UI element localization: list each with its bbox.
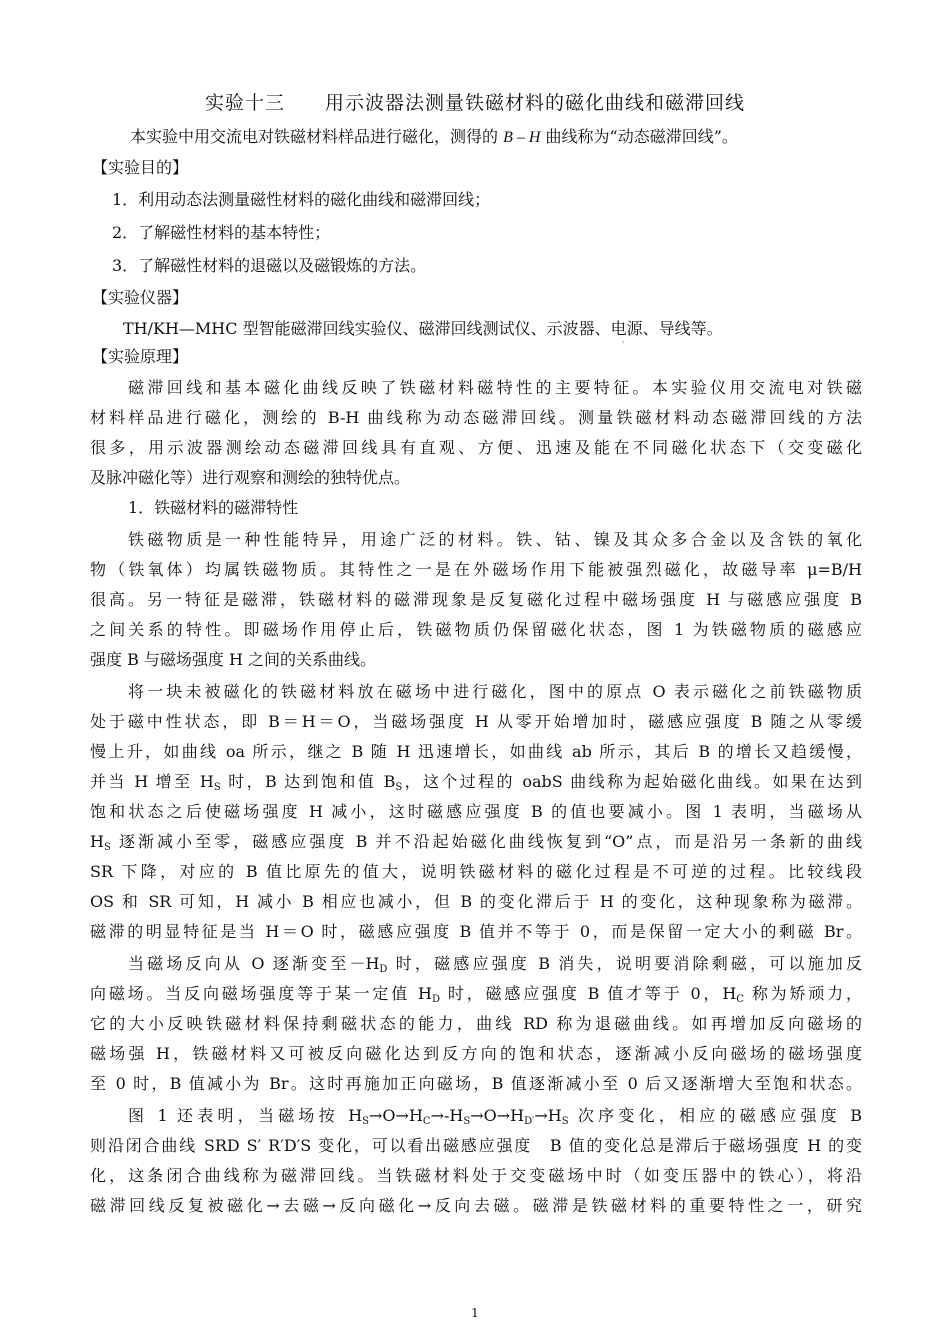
paragraph-line: 很高。另一特征是磁滞，铁磁材料的磁滞现象是反复磁化过程中磁场强度 H 与磁感应强度 B <box>90 590 862 609</box>
paragraph-line: 将一块未被磁化的铁磁材料放在磁场中进行磁化，图中的原点 O 表示磁化之前铁磁物质 <box>128 682 862 701</box>
principle-line: 及脉冲磁化等）进行观察和测绘的独特优点。 <box>90 468 411 487</box>
purpose-item: 2．了解磁性材料的基本特性； <box>112 223 331 242</box>
intro-line <box>130 124 863 151</box>
paragraph-line: OS 和 SR 可知，H 减小 B 相应也减小，但 B 的变化滞后于 H 的变化，这种现象称为磁滞。 <box>90 892 862 911</box>
section-heading-purpose: 【实验目的】 <box>92 158 189 177</box>
intro-text-post: 曲线称为“动态磁滞回线”。 <box>545 127 738 146</box>
section-heading-instruments: 【实验仪器】 <box>92 288 189 307</box>
instruments-text: TH/KH—MHC 型智能磁滞回线实验仪、磁滞回线测试仪、示波器、电源、导线等。 <box>123 319 723 338</box>
paragraph-line: $H_S$ 逐渐减小至零，磁感应强度 B 并不沿起始磁化曲线恢复到“O”点，而是沿另一条新的曲线 <box>90 832 862 853</box>
section-heading-principle: 【实验原理】 <box>92 347 189 366</box>
stray-mark: ' <box>622 340 625 349</box>
paragraph-line: 它的大小反映铁磁材料保持剩磁状态的能力，曲线 RD 称为退磁曲线。如再增加反向磁场的 <box>90 1014 862 1033</box>
paragraph-line: 处于磁中性状态，即 B＝H＝O，当磁场强度 H 从零开始增加时，磁感应强度 B 随之从零缓 <box>90 712 862 731</box>
page-title: 实验十三 用示波器法测量铁磁材料的磁化曲线和磁滞回线 <box>204 92 745 114</box>
subscript: S <box>362 1116 370 1127</box>
paragraph-line: 物（铁氧体）均属铁磁物质。其特性之一是在外磁场作用下能被强烈磁化，故磁导率 μ=B/H <box>90 560 862 579</box>
bh-formula: B – H <box>503 129 541 146</box>
purpose-item: 1．利用动态法测量磁性材料的磁化曲线和磁滞回线； <box>112 190 491 209</box>
subscript: S <box>561 1116 569 1127</box>
page-number: 1 <box>471 1306 479 1320</box>
principle-line: 材料样品进行磁化，测绘的 B-H 曲线称为动态磁滞回线。测量铁磁材料动态磁滞回线的方法 <box>90 408 862 427</box>
paragraph-line: 当磁场反向从 O 逐渐变至$-H_D$ 时，磁感应强度 B 消失，说明要消除剩磁，可以施加反 <box>128 954 862 975</box>
paragraph-line: 强度 B 与磁场强度 H 之间的关系曲线。 <box>90 650 377 669</box>
subscript: C <box>736 994 744 1005</box>
paragraph-line: 化，这条闭合曲线称为磁滞回线。当铁磁材料处于交变磁场中时（如变压器中的铁心），将沿 <box>90 1166 862 1185</box>
subsection-heading: 1．铁磁材料的磁滞特性 <box>128 498 299 517</box>
subscript: D′ <box>524 1116 535 1127</box>
principle-line: 很多，用示波器测绘动态磁滞回线具有直观、方便、迅速及能在不同磁化状态下（交变磁化 <box>90 438 862 457</box>
subscript: D <box>431 994 440 1005</box>
paragraph-line: 并当 H 增至 $H_S$ 时，B 达到饱和值 $B_S$，这个过程的 oabS 曲线称为起始磁化曲线。如果在达到 <box>90 772 862 793</box>
paragraph-line: 向磁场。当反向磁场强度等于某一定值 $H_D$ 时，磁感应强度 B 值才等于 0，$H_C$ 称为矫顽力， <box>90 984 862 1005</box>
subscript: S <box>463 1116 471 1127</box>
paragraph-line: 至 0 时，B 值减小为 Br。这时再施加正向磁场，B 值逐渐减小至 0 后又逐渐增大至饱和状态。 <box>90 1074 862 1093</box>
paragraph-line: 饱和状态之后使磁场强度 H 减小，这时磁感应强度 B 的值也要减小。图 1 表明，当磁场从 <box>90 802 862 821</box>
intro-text-pre: 本实验中用交流电对铁磁材料样品进行磁化，测得的 <box>130 127 499 146</box>
paragraph-line: 铁磁物质是一种性能特异，用途广泛的材料。铁、钴、镍及其众多合金以及含铁的氧化 <box>128 530 862 549</box>
paragraph-line: SR 下降，对应的 B 值比原先的值大，说明铁磁材料的磁化过程是不可逆的过程。比较线段 <box>90 862 862 881</box>
subscript: C <box>422 1116 431 1127</box>
paragraph-line: 之间关系的特性。即磁场作用停止后，铁磁物质仍保留磁化状态，图 1 为铁磁物质的磁感应 <box>90 620 862 639</box>
subscript: S <box>395 782 403 793</box>
principle-line: 磁滞回线和基本磁化曲线反映了铁磁材料磁特性的主要特征。本实验仪用交流电对铁磁 <box>128 378 862 397</box>
subscript: S <box>103 842 111 853</box>
purpose-item: 3．了解磁性材料的退磁以及磁锻炼的方法。 <box>112 256 427 275</box>
paragraph-line: 则沿闭合曲线 SRD S′ R′D′S 变化，可以看出磁感应强度 B 值的变化总是滞后于磁场强度 H 的变 <box>90 1136 862 1155</box>
paragraph-line: 磁滞的明显特征是当 H＝O 时，磁感应强度 B 值并不等于 0，而是保留一定大小的剩磁 Br。 <box>90 922 862 941</box>
subscript: D <box>379 964 388 975</box>
paragraph-line: 磁场强 H，铁磁材料又可被反向磁化达到反方向的饱和状态，逐渐减小反向磁场的磁场强度 <box>90 1044 862 1063</box>
paragraph-line: 图 1 还表明，当磁场按 $H_S\to O\to H_C\to-H_S\to O\to H_{D'}\to H_S$ 次序变化，相应的磁感应强度 B <box>128 1106 862 1127</box>
paragraph-line: 磁滞回线反复被磁化→去磁→反向磁化→反向去磁。磁滞是铁磁材料的重要特性之一，研究 <box>90 1196 862 1215</box>
paragraph-line: 慢上升，如曲线 oa 所示，继之 B 随 H 迅速增长，如曲线 ab 所示，其后 B 的增长又趋缓慢， <box>90 742 862 761</box>
subscript: S <box>213 782 221 793</box>
